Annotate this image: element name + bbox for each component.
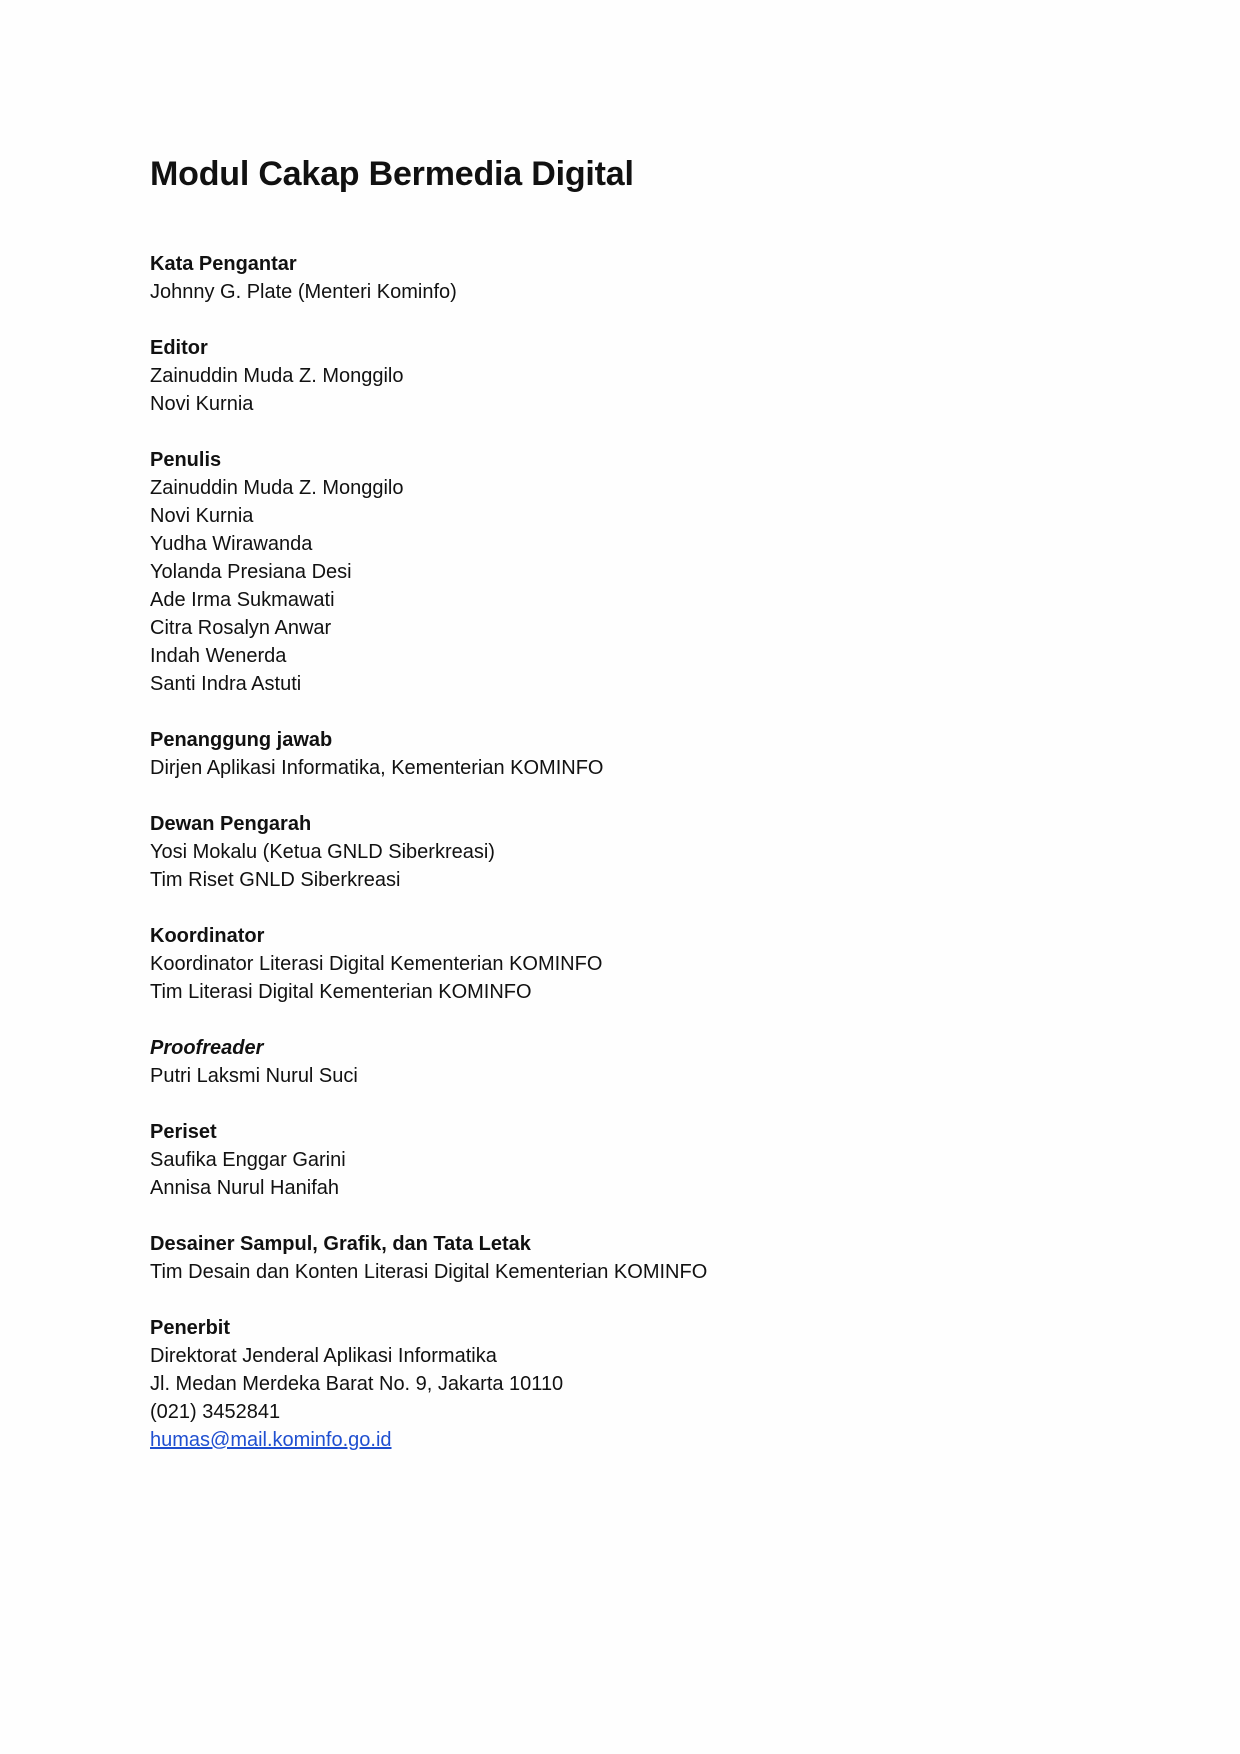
- section-line: Tim Desain dan Konten Literasi Digital Kementerian KOMINFO: [150, 1261, 708, 1283]
- section-koordinator: [150, 922, 1240, 1006]
- section-line: Yolanda Presiana Desi: [150, 561, 352, 583]
- section-line: Ade Irma Sukmawati: [150, 589, 335, 611]
- section-line: Indah Wenerda: [150, 645, 287, 667]
- section-heading: Desainer Sampul, Grafik, dan Tata Letak: [150, 1233, 531, 1255]
- section-line: Citra Rosalyn Anwar: [150, 617, 332, 639]
- email-link[interactable]: humas@mail.kominfo.go.id: [150, 1429, 392, 1451]
- section-line: Yudha Wirawanda: [150, 533, 313, 555]
- section-line: Tim Literasi Digital Kementerian KOMINFO: [150, 981, 532, 1003]
- section-line: Novi Kurnia: [150, 505, 254, 527]
- section-line: Tim Riset GNLD Siberkreasi: [150, 869, 401, 891]
- section-dewan-pengarah: [150, 810, 1240, 894]
- section-kata-pengantar: [150, 250, 1240, 306]
- section-line: Annisa Nurul Hanifah: [150, 1177, 339, 1199]
- section-heading: Editor: [150, 337, 208, 359]
- section-line: Zainuddin Muda Z. Monggilo: [150, 365, 404, 387]
- section-heading: Penulis: [150, 449, 222, 471]
- section-line: Santi Indra Astuti: [150, 673, 302, 695]
- document-title: Modul Cakap Bermedia Digital: [150, 155, 634, 193]
- section-proofreader: [150, 1034, 1240, 1090]
- section-heading: Proofreader: [150, 1037, 264, 1059]
- section-line: Jl. Medan Merdeka Barat No. 9, Jakarta 10110: [150, 1373, 564, 1395]
- section-periset: [150, 1118, 1240, 1202]
- section-penerbit: [150, 1314, 1240, 1454]
- section-heading: Periset: [150, 1121, 217, 1143]
- email-line: [150, 1426, 1240, 1454]
- section-editor: [150, 334, 1240, 418]
- section-desainer: [150, 1230, 1240, 1286]
- section-heading: Dewan Pengarah: [150, 813, 312, 835]
- section-line: Novi Kurnia: [150, 393, 254, 415]
- section-line: Direktorat Jenderal Aplikasi Informatika: [150, 1345, 497, 1367]
- section-line: Yosi Mokalu (Ketua GNLD Siberkreasi): [150, 841, 495, 863]
- section-penulis: [150, 446, 1240, 698]
- section-line: Koordinator Literasi Digital Kementerian KOMINFO: [150, 953, 603, 975]
- section-line: Dirjen Aplikasi Informatika, Kementerian KOMINFO: [150, 757, 604, 779]
- section-heading: Penanggung jawab: [150, 729, 333, 751]
- section-line: Zainuddin Muda Z. Monggilo: [150, 477, 404, 499]
- section-line: Johnny G. Plate (Menteri Kominfo): [150, 281, 457, 303]
- section-line: Saufika Enggar Garini: [150, 1149, 346, 1171]
- section-heading: Penerbit: [150, 1317, 231, 1339]
- section-line: Putri Laksmi Nurul Suci: [150, 1065, 358, 1087]
- section-line: (021) 3452841: [150, 1401, 281, 1423]
- section-heading: Koordinator: [150, 925, 265, 947]
- section-heading: Kata Pengantar: [150, 253, 297, 275]
- section-penanggung-jawab: [150, 726, 1240, 782]
